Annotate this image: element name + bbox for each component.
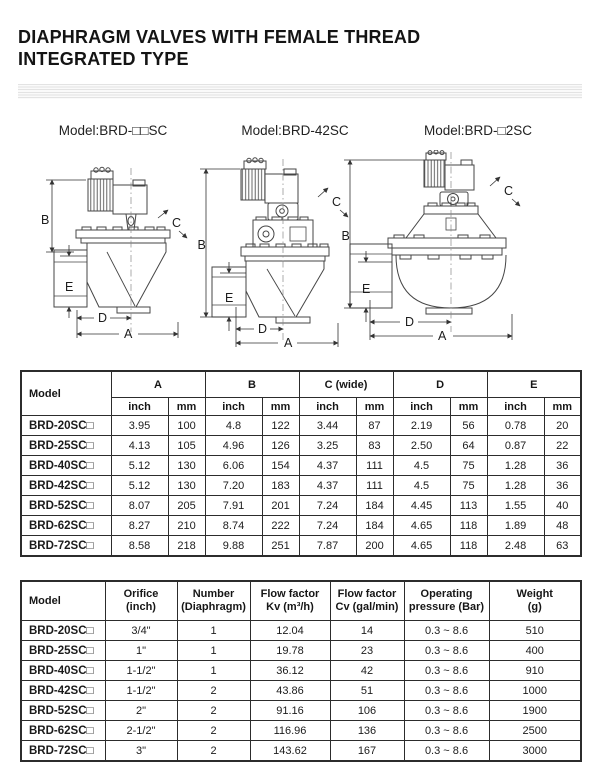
value-cell: 2 — [177, 681, 250, 701]
value-cell: 1.28 — [487, 456, 544, 476]
value-cell: 0.3 ~ 8.6 — [404, 661, 489, 681]
table-row — [21, 496, 581, 516]
valve-drawing-icon — [340, 150, 528, 346]
model-cell: BRD-25SC□ — [21, 436, 111, 456]
dim-label-d: D — [98, 311, 108, 325]
value-cell: 3.25 — [299, 436, 356, 456]
value-cell: 184 — [356, 496, 393, 516]
dimension-table — [20, 370, 582, 557]
value-cell: 42 — [330, 661, 404, 681]
dim-label-d: D — [258, 322, 268, 336]
unit-header-mm: mm — [168, 398, 205, 416]
value-cell: 4.5 — [393, 456, 450, 476]
table-row — [21, 476, 581, 496]
unit-header-inch: inch — [111, 398, 168, 416]
value-cell: 75 — [450, 476, 487, 496]
value-cell: 1-1/2" — [105, 681, 177, 701]
value-cell: 0.3 ~ 8.6 — [404, 701, 489, 721]
dim-label-d: D — [405, 315, 415, 329]
value-cell: 3.44 — [299, 416, 356, 436]
value-cell: 154 — [262, 456, 299, 476]
col-header-flow-factor-kv — [250, 581, 330, 621]
value-cell: 7.87 — [299, 536, 356, 557]
valve-drawing-icon — [38, 166, 190, 348]
value-cell: 1 — [177, 621, 250, 641]
value-cell: 63 — [544, 536, 581, 557]
dim-label-b: B — [197, 238, 206, 252]
dim-label-c: C — [332, 195, 342, 209]
value-cell: 210 — [168, 516, 205, 536]
col-header-orifice — [105, 581, 177, 621]
dim-label-e: E — [225, 291, 234, 305]
value-cell: 36.12 — [250, 661, 330, 681]
table-row — [21, 536, 581, 557]
value-cell: 1-1/2" — [105, 661, 177, 681]
value-cell: 0.3 ~ 8.6 — [404, 681, 489, 701]
value-cell: 910 — [489, 661, 581, 681]
spec-table — [20, 580, 582, 762]
header-text: Number — [192, 588, 235, 600]
value-cell: 111 — [356, 456, 393, 476]
value-cell: 20 — [544, 416, 581, 436]
value-cell: 2.50 — [393, 436, 450, 456]
table-row — [21, 701, 581, 721]
value-cell: 130 — [168, 456, 205, 476]
model-cell: BRD-52SC□ — [21, 701, 105, 721]
model-cell: BRD-62SC□ — [21, 721, 105, 741]
value-cell: 1900 — [489, 701, 581, 721]
model-caption-brd-42sc: Model:BRD-42SC — [241, 123, 349, 138]
value-cell: 122 — [262, 416, 299, 436]
unit-header-mm: mm — [450, 398, 487, 416]
unit-header-mm: mm — [262, 398, 299, 416]
header-text: Flow factor — [337, 588, 397, 600]
model-caption-brd-xxsc: Model:BRD-□□SC — [58, 123, 168, 138]
value-cell: 111 — [356, 476, 393, 496]
value-cell: 4.37 — [299, 476, 356, 496]
value-cell: 222 — [262, 516, 299, 536]
value-cell: 105 — [168, 436, 205, 456]
col-header-d: D — [393, 371, 487, 398]
header-text: (g) — [527, 601, 542, 613]
model-cell: BRD-40SC□ — [21, 661, 105, 681]
value-cell: 4.65 — [393, 536, 450, 557]
unit-header-mm: mm — [544, 398, 581, 416]
value-cell: 7.20 — [205, 476, 262, 496]
valve-body — [212, 244, 329, 323]
dimension-table-group-header — [21, 371, 581, 398]
dim-label-b: B — [41, 213, 50, 227]
value-cell: 1.28 — [487, 476, 544, 496]
value-cell: 510 — [489, 621, 581, 641]
value-cell: 5.12 — [111, 456, 168, 476]
value-cell: 4.8 — [205, 416, 262, 436]
valve-diagram-brd-42sc — [196, 157, 354, 349]
value-cell: 136 — [330, 721, 404, 741]
value-cell: 118 — [450, 536, 487, 557]
model-cell: BRD-20SC□ — [21, 621, 105, 641]
value-cell: 4.13 — [111, 436, 168, 456]
value-cell: 2500 — [489, 721, 581, 741]
value-cell: 201 — [262, 496, 299, 516]
table-row — [21, 641, 581, 661]
col-header-flow-factor-cv — [330, 581, 404, 621]
value-cell: 7.24 — [299, 516, 356, 536]
value-cell: 0.3 ~ 8.6 — [404, 641, 489, 661]
table-row — [21, 436, 581, 456]
header-text: (inch) — [126, 601, 156, 613]
value-cell: 184 — [356, 516, 393, 536]
model-cell: BRD-20SC□ — [21, 416, 111, 436]
unit-header-inch: inch — [299, 398, 356, 416]
valve-body — [54, 227, 170, 313]
dim-label-a: A — [438, 329, 447, 343]
value-cell: 4.65 — [393, 516, 450, 536]
value-cell: 4.5 — [393, 476, 450, 496]
value-cell: 36 — [544, 476, 581, 496]
value-cell: 23 — [330, 641, 404, 661]
value-cell: 126 — [262, 436, 299, 456]
col-header-weight — [489, 581, 581, 621]
col-header-model — [21, 581, 105, 621]
value-cell: 1 — [177, 661, 250, 681]
value-cell: 1.55 — [487, 496, 544, 516]
value-cell: 2 — [177, 701, 250, 721]
dim-label-b: B — [341, 229, 350, 243]
value-cell: 56 — [450, 416, 487, 436]
value-cell: 0.3 ~ 8.6 — [404, 621, 489, 641]
value-cell: 0.78 — [487, 416, 544, 436]
value-cell: 113 — [450, 496, 487, 516]
col-header-b: B — [205, 371, 299, 398]
valve-drawing-icon — [196, 157, 354, 349]
value-cell: 8.27 — [111, 516, 168, 536]
value-cell: 14 — [330, 621, 404, 641]
value-cell: 43.86 — [250, 681, 330, 701]
dim-label-a: A — [284, 336, 293, 349]
valve-diagram-brd-x2sc — [340, 150, 528, 346]
page-title-line1: DIAPHRAGM VALVES WITH FEMALE THREAD — [18, 27, 421, 47]
decorative-stripe-band — [18, 84, 582, 99]
value-cell: 3.95 — [111, 416, 168, 436]
value-cell: 4.37 — [299, 456, 356, 476]
value-cell: 87 — [356, 416, 393, 436]
table-row — [21, 741, 581, 762]
value-cell: 83 — [356, 436, 393, 456]
dimension-lines — [46, 180, 187, 338]
unit-header-inch: inch — [205, 398, 262, 416]
header-text: Flow factor — [260, 588, 320, 600]
header-text: pressure (Bar) — [408, 601, 485, 613]
value-cell: 12.04 — [250, 621, 330, 641]
value-cell: 400 — [489, 641, 581, 661]
value-cell: 19.78 — [250, 641, 330, 661]
table-row — [21, 681, 581, 701]
value-cell: 167 — [330, 741, 404, 762]
value-cell: 4.96 — [205, 436, 262, 456]
value-cell: 100 — [168, 416, 205, 436]
col-header-model: Model — [21, 371, 111, 416]
model-cell: BRD-25SC□ — [21, 641, 105, 661]
value-cell: 8.07 — [111, 496, 168, 516]
value-cell: 106 — [330, 701, 404, 721]
value-cell: 40 — [544, 496, 581, 516]
value-cell: 2" — [105, 701, 177, 721]
value-cell: 36 — [544, 456, 581, 476]
page-title — [18, 26, 578, 70]
header-text: Cv (gal/min) — [335, 601, 399, 613]
spec-table-body — [21, 621, 581, 762]
dimension-table-body — [21, 416, 581, 557]
value-cell: 8.74 — [205, 516, 262, 536]
dim-label-c: C — [172, 216, 182, 230]
value-cell: 2 — [177, 721, 250, 741]
value-cell: 1" — [105, 641, 177, 661]
model-cell: BRD-62SC□ — [21, 516, 111, 536]
model-cell: BRD-72SC□ — [21, 741, 105, 762]
value-cell: 7.91 — [205, 496, 262, 516]
spec-table-header — [21, 581, 581, 621]
unit-header-inch: inch — [487, 398, 544, 416]
header-text: Model — [29, 594, 61, 607]
page-title-line2: INTEGRATED TYPE — [18, 49, 189, 69]
value-cell: 130 — [168, 476, 205, 496]
value-cell: 9.88 — [205, 536, 262, 557]
value-cell: 4.45 — [393, 496, 450, 516]
model-cell: BRD-72SC□ — [21, 536, 111, 557]
value-cell: 200 — [356, 536, 393, 557]
value-cell: 2 — [177, 741, 250, 762]
col-header-operating-pressure — [404, 581, 489, 621]
solenoid-assembly — [241, 158, 298, 220]
dim-label-a: A — [124, 327, 133, 341]
value-cell: 0.3 ~ 8.6 — [404, 721, 489, 741]
value-cell: 205 — [168, 496, 205, 516]
table-row — [21, 416, 581, 436]
value-cell: 1.89 — [487, 516, 544, 536]
value-cell: 118 — [450, 516, 487, 536]
header-text: (Diaphragm) — [181, 601, 246, 613]
value-cell: 6.06 — [205, 456, 262, 476]
value-cell: 3/4" — [105, 621, 177, 641]
col-header-e: E — [487, 371, 581, 398]
table-row — [21, 621, 581, 641]
value-cell: 3" — [105, 741, 177, 762]
table-row — [21, 661, 581, 681]
value-cell: 251 — [262, 536, 299, 557]
value-cell: 64 — [450, 436, 487, 456]
value-cell: 0.3 ~ 8.6 — [404, 741, 489, 762]
value-cell: 48 — [544, 516, 581, 536]
col-header-c-wide: C (wide) — [299, 371, 393, 398]
value-cell: 8.58 — [111, 536, 168, 557]
model-cell: BRD-40SC□ — [21, 456, 111, 476]
value-cell: 2.19 — [393, 416, 450, 436]
value-cell: 3000 — [489, 741, 581, 762]
valve-diagram-brd-xxsc — [38, 166, 190, 348]
solenoid-assembly — [88, 167, 147, 230]
unit-header-mm: mm — [356, 398, 393, 416]
value-cell: 51 — [330, 681, 404, 701]
header-text: Orifice — [123, 588, 159, 600]
value-cell: 2.48 — [487, 536, 544, 557]
model-cell: BRD-42SC□ — [21, 681, 105, 701]
dim-label-e: E — [65, 280, 74, 294]
value-cell: 75 — [450, 456, 487, 476]
table-row — [21, 456, 581, 476]
dim-label-c: C — [504, 184, 514, 198]
value-cell: 183 — [262, 476, 299, 496]
model-cell: BRD-42SC□ — [21, 476, 111, 496]
value-cell: 2-1/2" — [105, 721, 177, 741]
value-cell: 5.12 — [111, 476, 168, 496]
table-row — [21, 721, 581, 741]
table-row — [21, 516, 581, 536]
value-cell: 143.62 — [250, 741, 330, 762]
header-text: Operating — [420, 588, 473, 600]
col-header-a: A — [111, 371, 205, 398]
header-text: Kv (m³/h) — [266, 601, 314, 613]
solenoid-assembly — [424, 150, 474, 206]
value-cell: 0.87 — [487, 436, 544, 456]
dim-label-e: E — [362, 282, 371, 296]
value-cell: 116.96 — [250, 721, 330, 741]
model-cell: BRD-52SC□ — [21, 496, 111, 516]
unit-header-inch: inch — [393, 398, 450, 416]
header-text: Weight — [516, 588, 553, 600]
value-cell: 1 — [177, 641, 250, 661]
valve-body — [350, 235, 506, 314]
col-header-number-diaphragm — [177, 581, 250, 621]
model-caption-brd-x2sc: Model:BRD-□2SC — [424, 123, 532, 138]
value-cell: 218 — [168, 536, 205, 557]
dimension-lines — [197, 169, 348, 347]
value-cell: 22 — [544, 436, 581, 456]
value-cell: 7.24 — [299, 496, 356, 516]
value-cell: 1000 — [489, 681, 581, 701]
value-cell: 91.16 — [250, 701, 330, 721]
